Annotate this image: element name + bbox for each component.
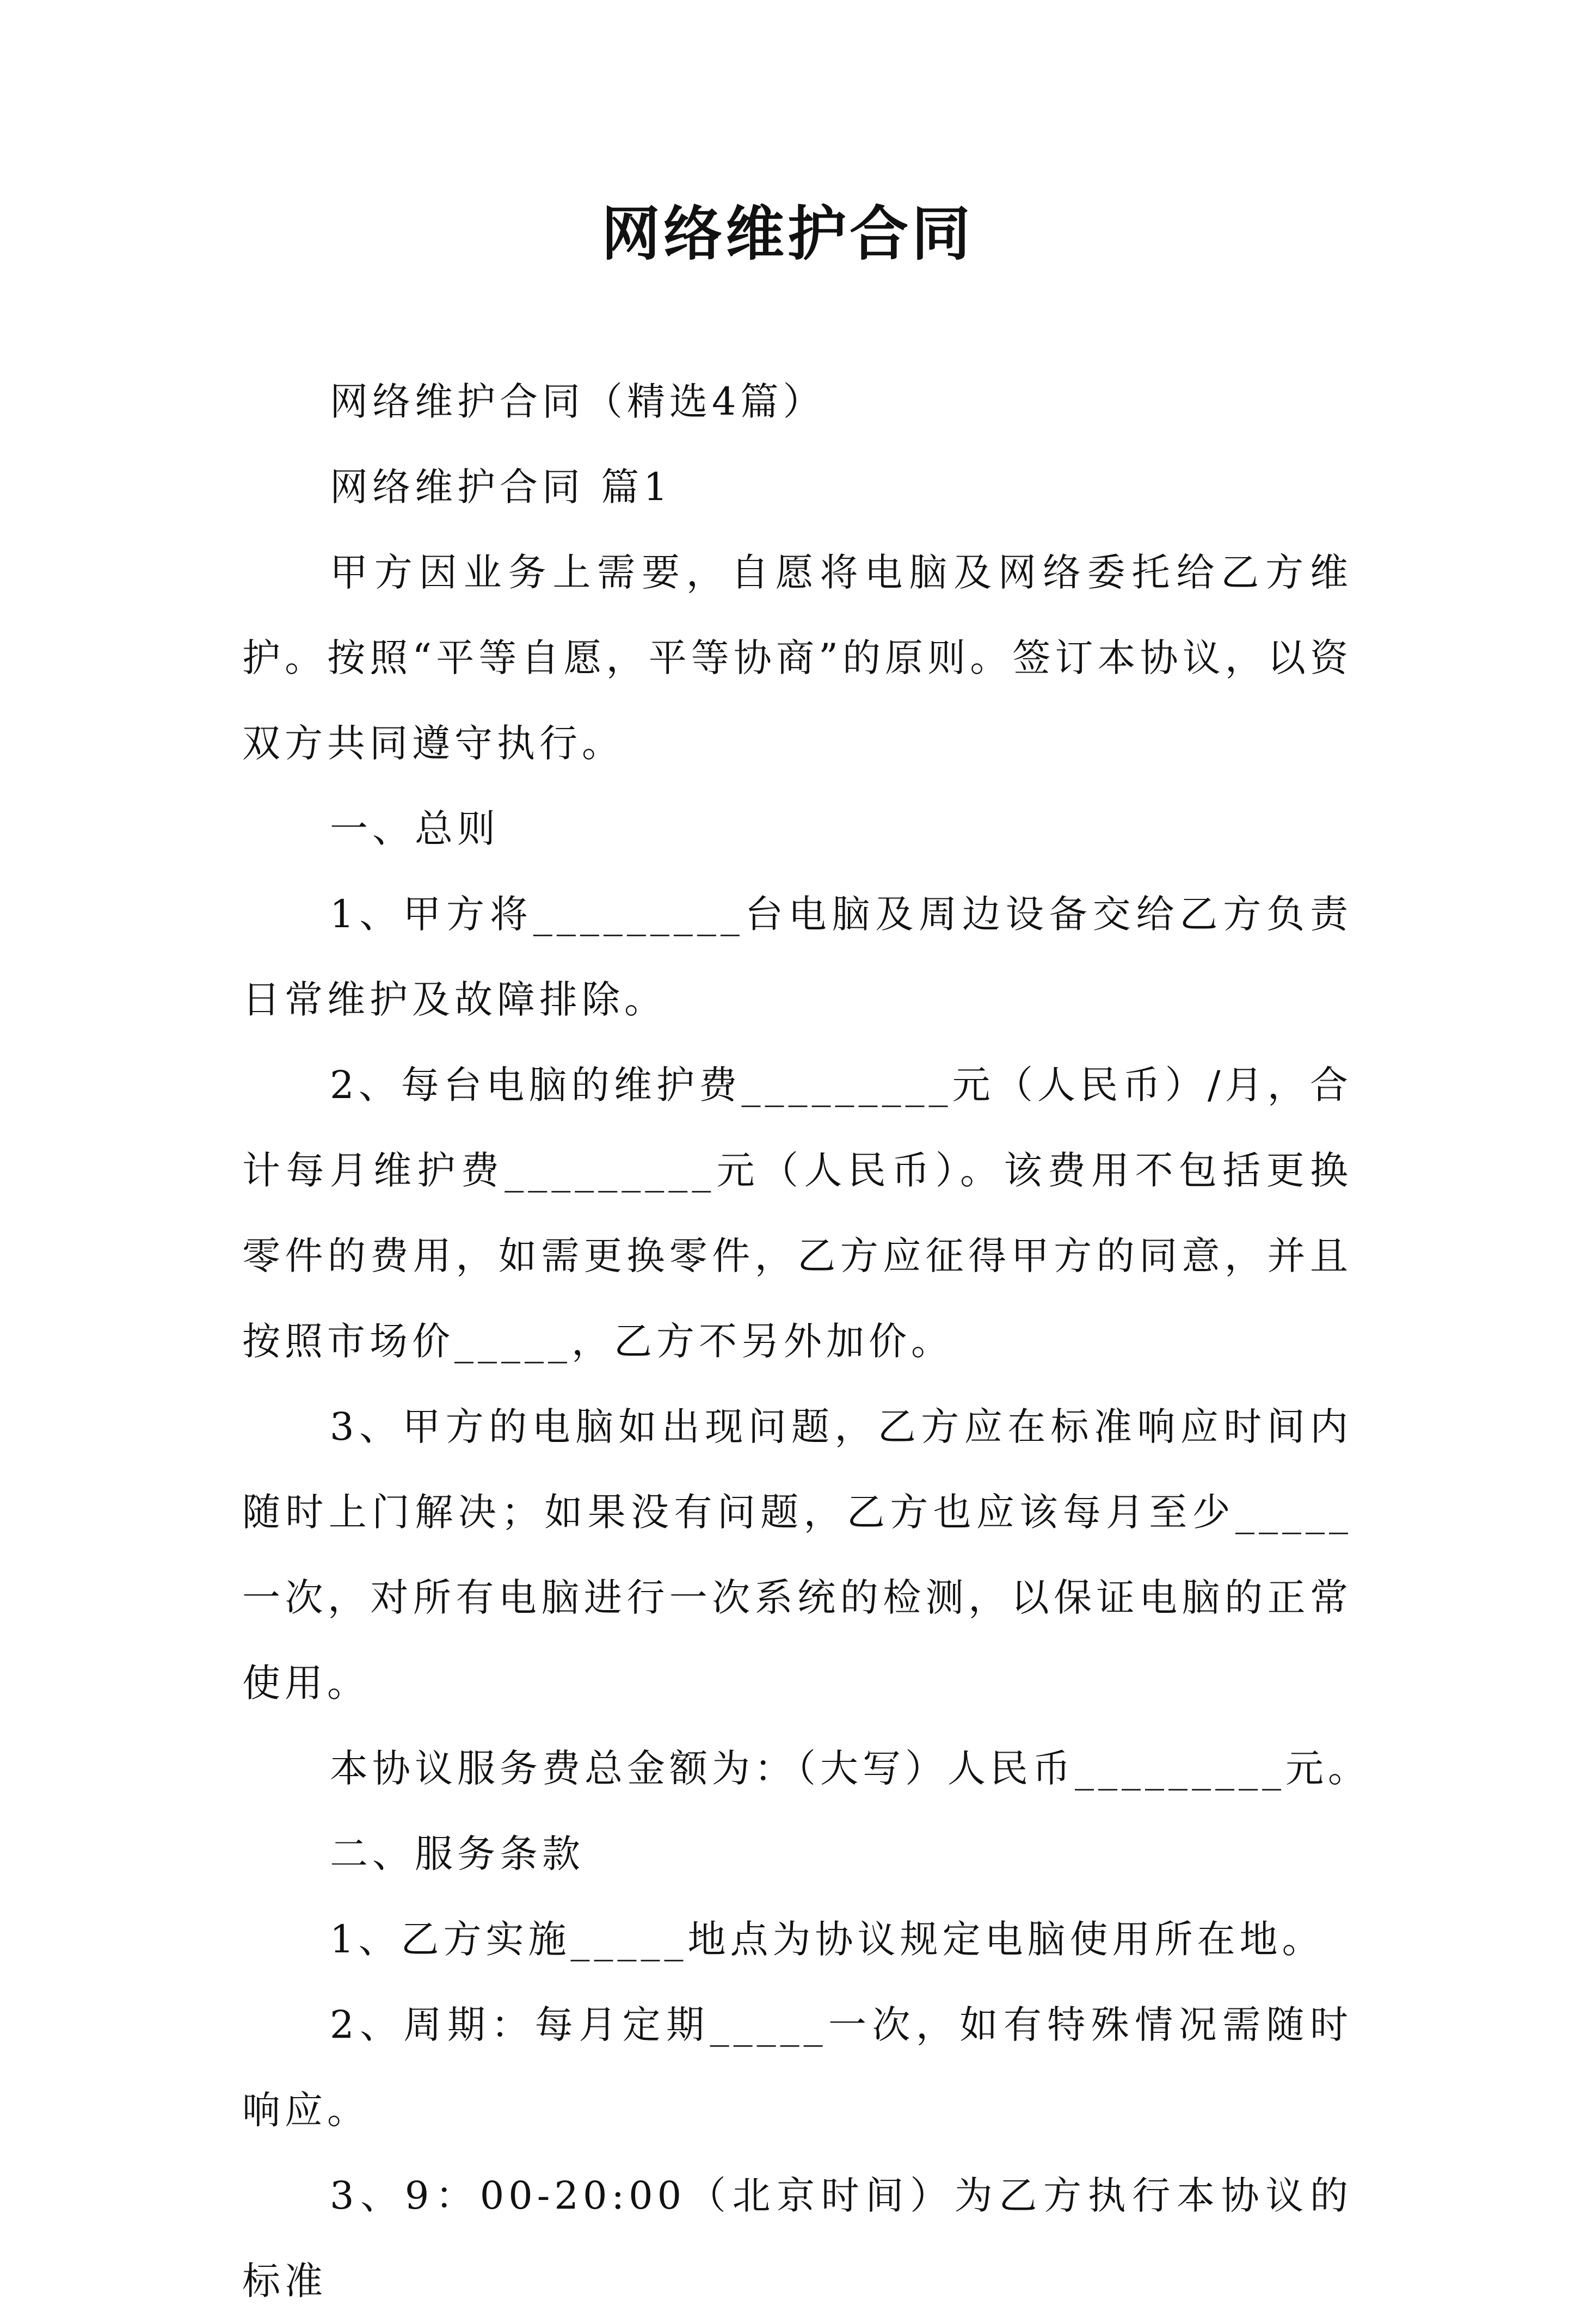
paragraph-service-1: 1、乙方实施_____地点为协议规定电脑使用所在地。 <box>330 1917 1325 1962</box>
paragraph-service-3: 3、9：00-20:00（北京时间）为乙方执行本协议的标准 <box>242 2173 1352 2303</box>
paragraph-section-heading: 网络维护合同 篇1 <box>330 465 672 509</box>
paragraph-clause-2: 2、每台电脑的维护费_________元（人民币）/月，合计每月维护费_________元（人民币）。该费用不包括更换零件的费用，如需更换零件，乙方应征得甲方的同意，并且按照市场价_____，乙方不另外加价。 <box>242 1063 1352 1364</box>
paragraph-intro: 甲方因业务上需要，自愿将电脑及网络委托给乙方维护。按照“平等自愿，平等协商”的原则。签订本协议，以资双方共同遵守执行。 <box>242 550 1352 766</box>
document-title: 网络维护合同 <box>601 200 974 268</box>
paragraph-subtitle: 网络维护合同（精选4篇） <box>330 379 826 424</box>
document-body <box>242 359 1370 2324</box>
paragraph-service-2: 2、周期：每月定期_____一次，如有特殊情况需随时响应。 <box>242 2002 1352 2132</box>
paragraph-service-heading: 二、服务条款 <box>330 1832 585 1876</box>
paragraph-clause-3: 3、甲方的电脑如出现问题，乙方应在标准响应时间内随时上门解决；如果没有问题，乙方也应该每月至少_____一次，对所有电脑进行一次系统的检测，以保证电脑的正常使用。 <box>242 1404 1352 1705</box>
paragraph-total-fee: 本协议服务费总金额为：（大写）人民币_________元。 <box>330 1746 1370 1791</box>
paragraph-general-heading: 一、总则 <box>330 806 500 851</box>
paragraph-clause-1: 1、甲方将_________台电脑及周边设备交给乙方负责日常维护及故障排除。 <box>242 892 1352 1022</box>
